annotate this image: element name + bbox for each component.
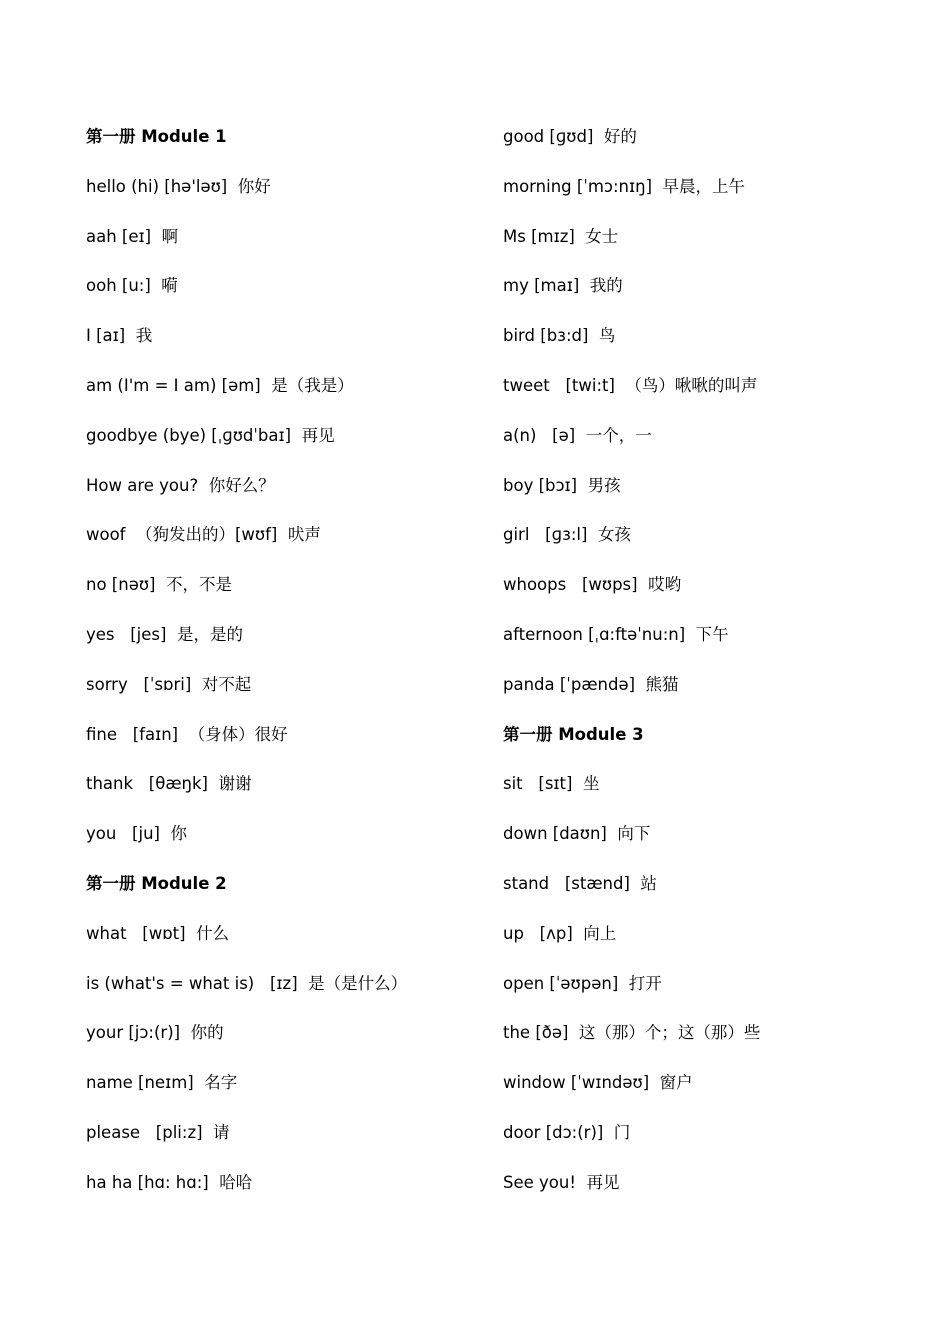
vocab-entry: morning [ˈmɔ:nɪŋ] 早晨，上午 — [503, 176, 746, 196]
vocab-entry: your [jɔ:(r)] 你的 — [86, 1023, 224, 1043]
vocab-entry: See you! 再见 — [503, 1172, 620, 1192]
vocab-entry: what [wɒt] 什么 — [86, 923, 230, 943]
vocab-entry: up [ʌp] 向上 — [503, 923, 617, 943]
vocab-entry: no [nəʊ] 不，不是 — [86, 575, 232, 595]
vocab-entry: afternoon [ˌɑ:ftəˈnu:n] 下午 — [503, 624, 729, 644]
vocab-entry: down [daʊn] 向下 — [503, 824, 651, 844]
vocab-entry: goodbye (bye) [ˌɡʊdˈbaɪ] 再见 — [86, 425, 335, 445]
vocab-entry: thank [θæŋk] 谢谢 — [86, 774, 252, 794]
vocab-entry: door [dɔ:(r)] 门 — [503, 1122, 631, 1142]
vocab-entry: fine [faɪn] （身体）很好 — [86, 724, 288, 744]
vocab-entry: is (what's = what is) [ɪz] 是（是什么） — [86, 973, 408, 993]
vocab-entry: hello (hi) [hə'ləʊ] 你好 — [86, 176, 271, 196]
vocab-entry: aah [eɪ] 啊 — [86, 226, 179, 246]
section-heading: 第一册 Module 1 — [86, 127, 227, 146]
vocab-entry: sit [sɪt] 坐 — [503, 774, 600, 794]
left-column — [86, 125, 506, 1221]
vocab-entry: whoops [wʊps] 哎哟 — [503, 575, 682, 595]
vocab-entry: tweet [twi:t] （鸟）啾啾的叫声 — [503, 375, 758, 395]
vocab-entry: a(n) [ə] 一个，一 — [503, 425, 652, 445]
vocab-entry: How are you? 你好么？ — [86, 475, 275, 495]
section-heading: 第一册 Module 2 — [86, 873, 227, 893]
vocab-entry: woof （狗发出的）[wʊf] 吠声 — [86, 525, 321, 545]
section-heading: 第一册 Module 3 — [503, 724, 644, 744]
vocab-entry: panda [ˈpændə] 熊猫 — [503, 674, 679, 694]
vocab-entry: stand [stænd] 站 — [503, 873, 657, 893]
vocab-entry: window [ˈwɪndəʊ] 窗户 — [503, 1073, 693, 1093]
vocab-entry: girl [ɡɜ:l] 女孩 — [503, 525, 631, 545]
vocab-entry: boy [bɔɪ] 男孩 — [503, 475, 621, 495]
vocab-entry: I [aɪ] 我 — [86, 326, 153, 346]
vocab-entry: my [maɪ] 我的 — [503, 276, 623, 296]
vocab-entry: good [ɡʊd] 好的 — [503, 127, 637, 146]
vocab-entry: the [ðə] 这（那）个；这（那）些 — [503, 1023, 761, 1043]
vocab-entry: please [pli:z] 请 — [86, 1122, 230, 1142]
vocab-entry: ooh [u:] 嗬 — [86, 276, 178, 296]
vocab-entry: sorry [ˈsɒri] 对不起 — [86, 674, 252, 694]
right-column — [503, 125, 923, 1221]
vocab-entry: open [ˈəʊpən] 打开 — [503, 973, 662, 993]
vocab-entry: bird [bɜ:d] 鸟 — [503, 326, 616, 346]
vocab-entry: am (I'm = I am) [əm] 是（我是） — [86, 375, 354, 395]
vocab-entry: ha ha [hɑ: hɑ:] 哈哈 — [86, 1172, 253, 1192]
vocab-entry: you [ju] 你 — [86, 824, 187, 844]
vocab-entry: name [neɪm] 名字 — [86, 1073, 238, 1093]
vocab-entry: yes [jes] 是，是的 — [86, 624, 243, 644]
vocab-entry: Ms [mɪz] 女士 — [503, 226, 619, 246]
